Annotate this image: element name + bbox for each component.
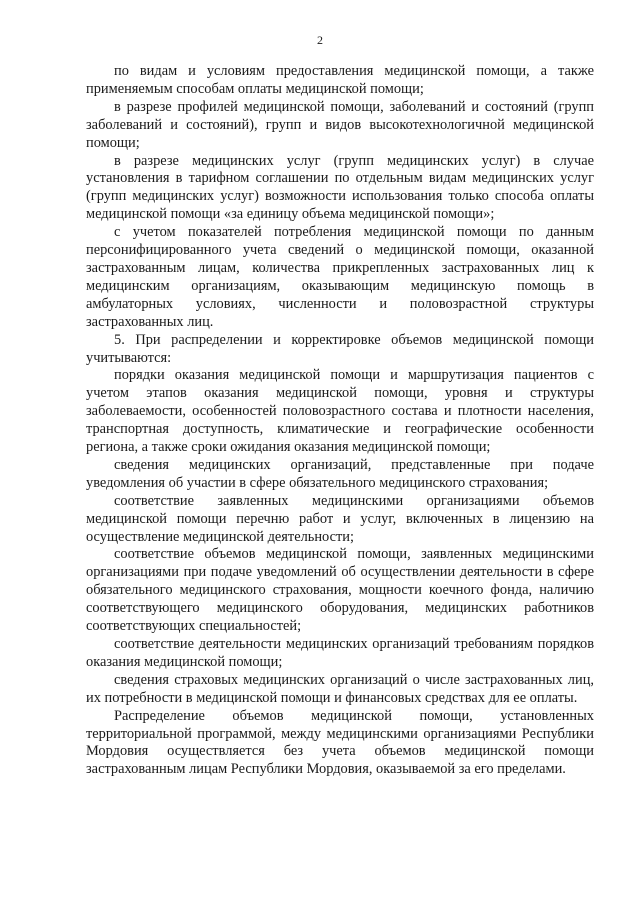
- paragraph-section-5-heading: 5. При распределении и корректировке объемов медицинской помощи учитываются:: [86, 331, 594, 366]
- document-body: [86, 63, 594, 779]
- paragraph-requirements-compliance: соответствие деятельности медицинских организаций требованиям порядков оказания медицинской помощи;: [86, 636, 594, 670]
- paragraph-insurer-info: сведения страховых медицинских организаций о числе застрахованных лиц, их потребности в медицинской помощи и финансовых средствах для ее оплаты.: [86, 671, 594, 706]
- paragraph-by-medical-services: в разрезе медицинских услуг (групп медицинских услуг) в случае установления в тарифном соглашении по отдельным видам медицинских услуг (групп медицинских услуг) возможности использования только способа оплаты медицинской помощи «за единицу объема медицинской помощи»;: [86, 152, 594, 223]
- page-number: 2: [317, 33, 323, 47]
- paragraph-distribution: Распределение объемов медицинской помощи, установленных территориальной программой, между медицинскими организациями Республики Мордовия осуществляется без учета объемов медицинской помощи застрахованным лицам Республики Мордовия, оказываемой за его пределами.: [86, 707, 594, 778]
- paragraph-capacity-compliance: соответствие объемов медицинской помощи, заявленных медицинскими организациями при подаче уведомлений об осуществлении деятельности в сфере обязательного медицинского страхования, мощности коечного фонда, наличию соответствующего медицинского оборудования, медицинских работников соответствующих специальностей;: [86, 546, 594, 635]
- paragraph-care-procedures: порядки оказания медицинской помощи и маршрутизация пациентов с учетом этапов оказания медицинской помощи, уровня и структуры заболеваемости, особенностей половозрастного состава и плотности населения, транспортная доступность, климатические и географические особенности региона, а также сроки ожидания оказания медицинской помощи;: [86, 367, 594, 456]
- paragraph-consumption-indicators: с учетом показателей потребления медицинской помощи по данным персонифицированного учета сведений о медицинской помощи, оказанной застрахованным лицам, количества прикрепленных застрахованных лиц к медицинским организациям, оказывающим медицинскую помощь в амбулаторных условиях, численности и половозрастной структуры застрахованных лиц.: [86, 224, 594, 330]
- paragraph-by-types-and-conditions: по видам и условиям предоставления медицинской помощи, а также применяемым способам оплаты медицинской помощи;: [86, 63, 594, 97]
- paragraph-organization-info: сведения медицинских организаций, представленные при подаче уведомления об участии в сфере обязательного медицинского страхования;: [86, 456, 594, 491]
- paragraph-by-profiles: в разрезе профилей медицинской помощи, заболеваний и состояний (групп заболеваний и состояний), групп и видов высокотехнологичной медицинской помощи;: [86, 98, 594, 151]
- paragraph-license-compliance: соответствие заявленных медицинскими организациями объемов медицинской помощи перечню работ и услуг, включенных в лицензию на осуществление медицинской деятельности;: [86, 492, 594, 545]
